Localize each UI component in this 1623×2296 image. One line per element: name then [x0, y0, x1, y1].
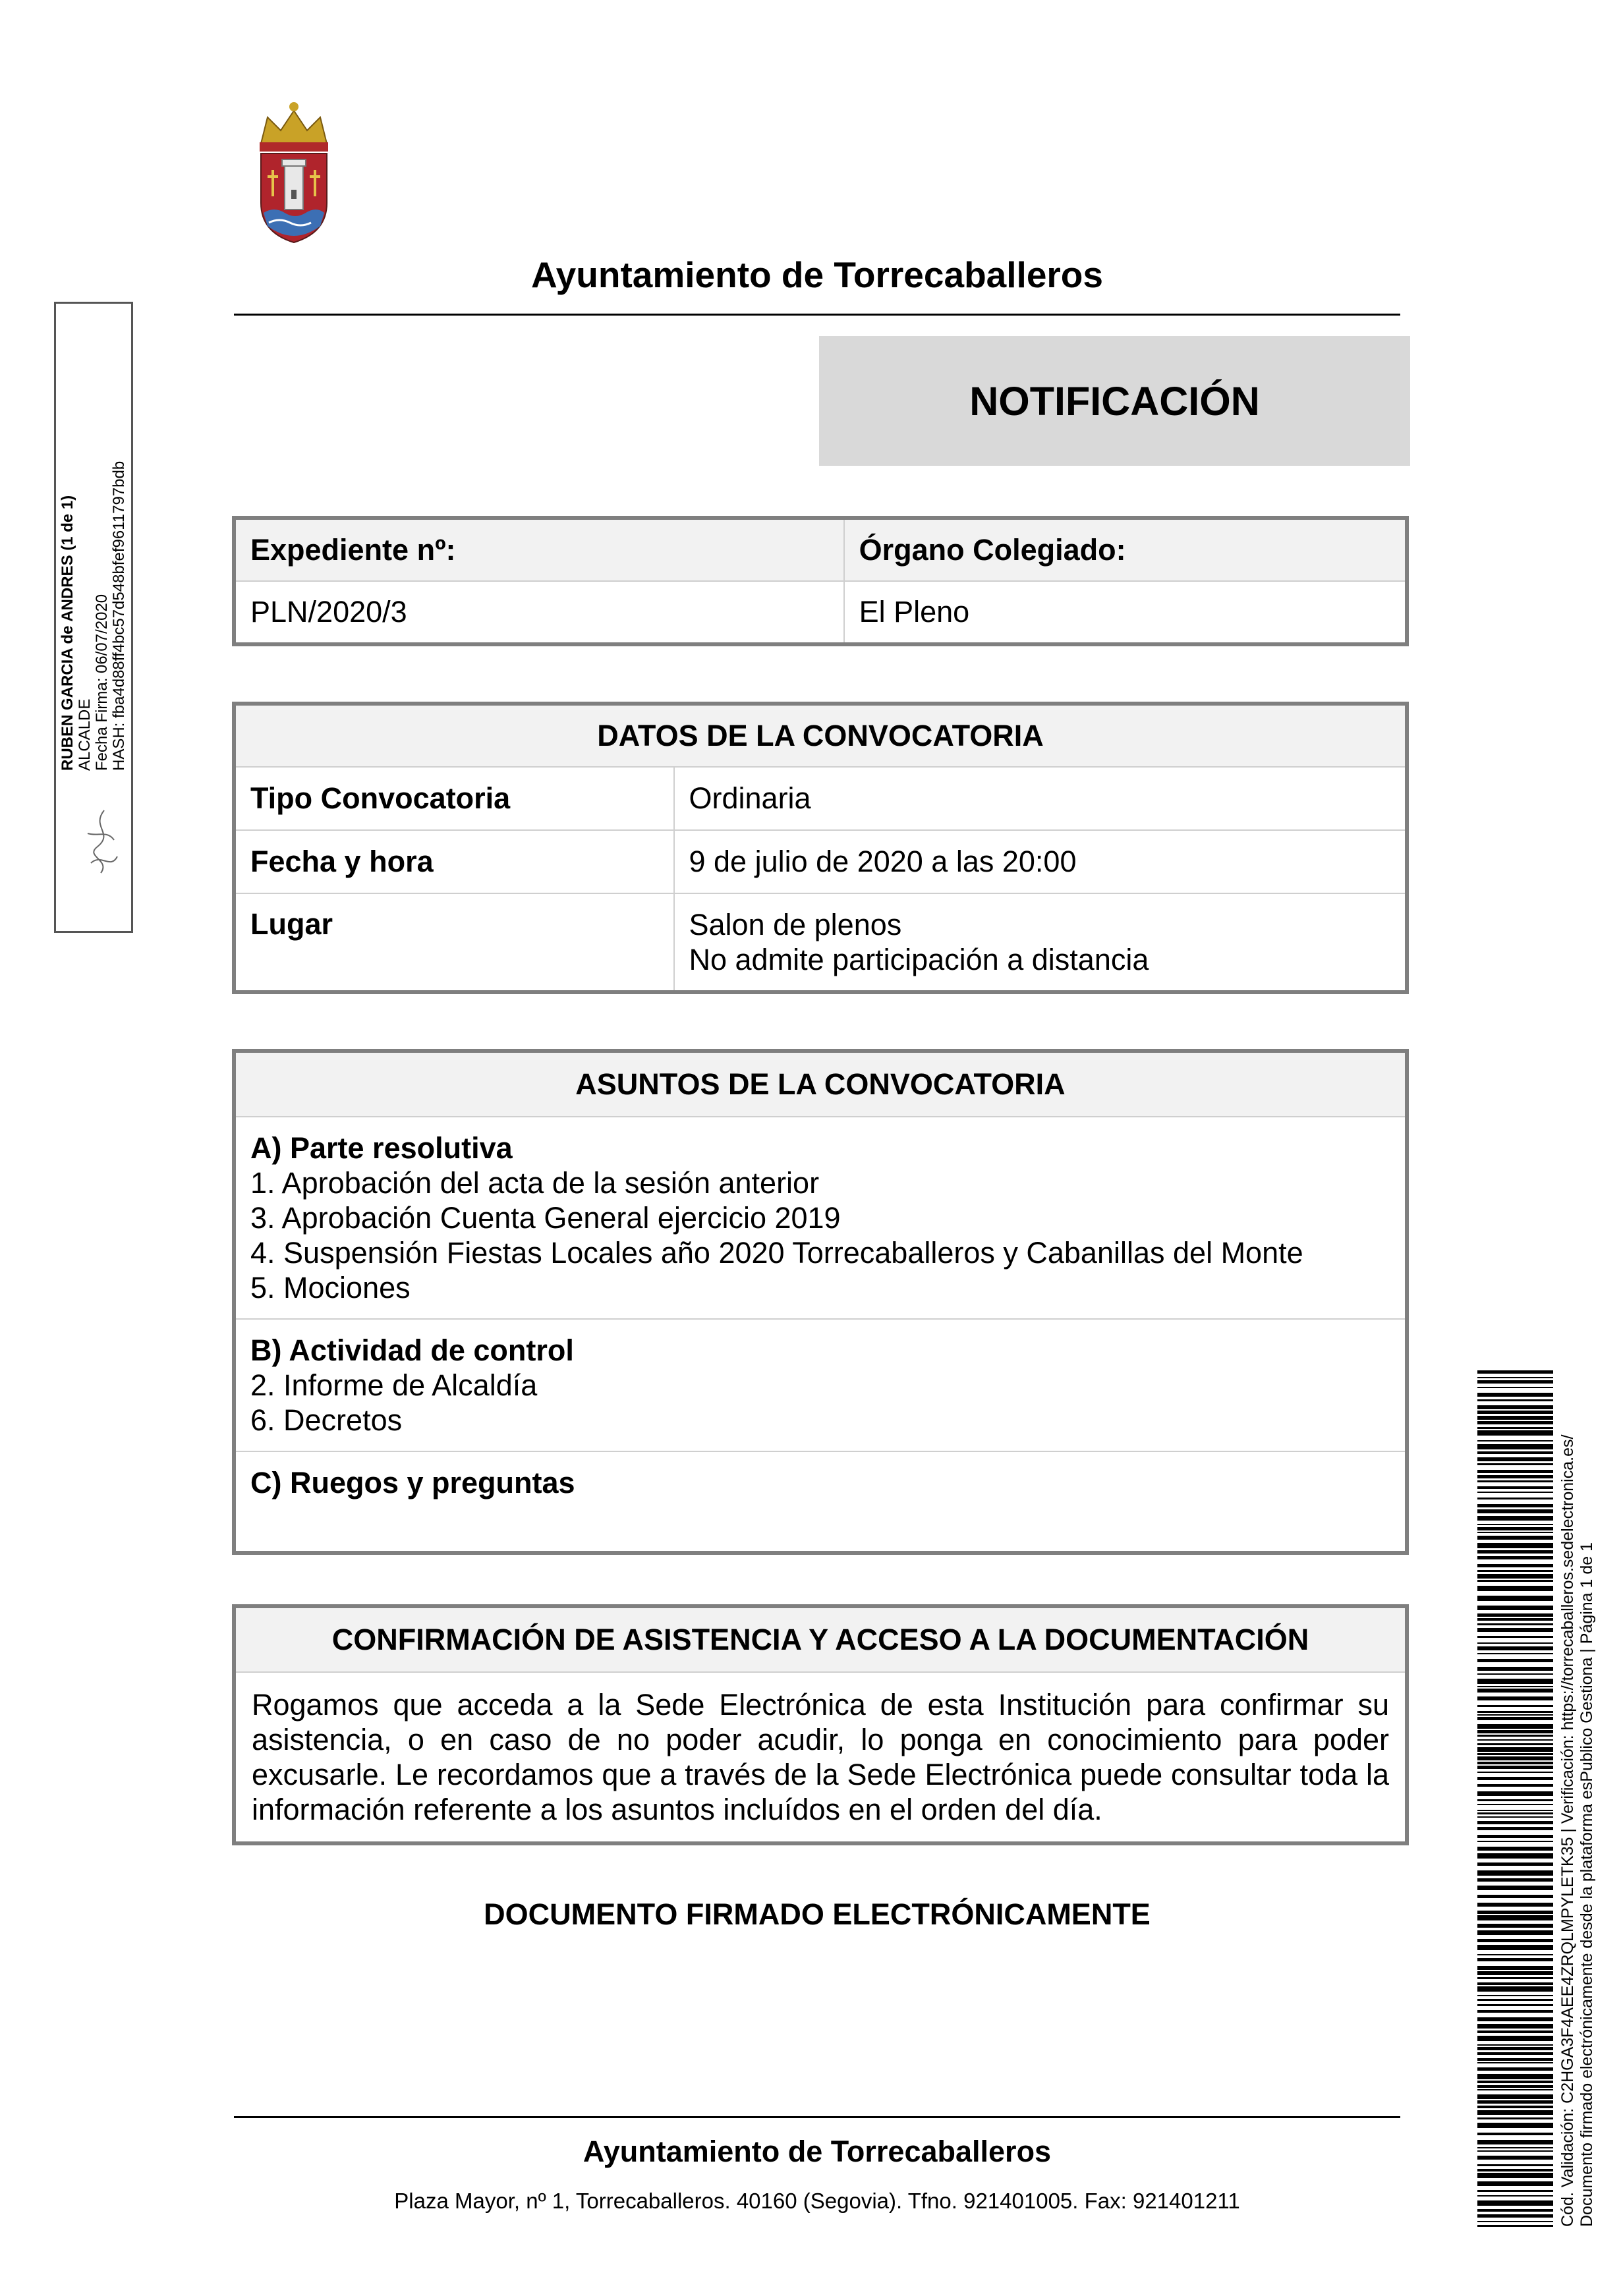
barcode-bar: [1477, 2147, 1553, 2148]
expediente-value: PLN/2020/3: [234, 581, 844, 644]
barcode-bar: [1477, 2225, 1553, 2227]
barcode-bar: [1477, 1550, 1553, 1554]
barcode-bar: [1477, 2156, 1553, 2160]
agenda-item: 2. Informe de Alcaldía: [250, 1368, 538, 1402]
section-title: C) Ruegos y preguntas: [250, 1466, 575, 1499]
notification-label: NOTIFICACIÓN: [969, 378, 1260, 424]
barcode-bar: [1477, 2133, 1553, 2135]
barcode-bar: [1477, 1791, 1553, 1796]
barcode-bar: [1477, 1623, 1553, 1625]
barcode-bar: [1477, 2067, 1553, 2071]
barcode-bar: [1477, 1370, 1553, 1374]
barcode-bar: [1477, 1711, 1553, 1713]
barcode-bar: [1477, 1524, 1553, 1525]
barcode-bar: [1477, 1646, 1553, 1650]
barcode-bar: [1477, 1399, 1553, 1401]
signature-date: Fecha Firma: 06/07/2020: [93, 594, 111, 771]
convocatoria-label: Fecha y hora: [234, 830, 674, 893]
barcode-bar: [1477, 1971, 1553, 1975]
barcode-bar: [1477, 1930, 1553, 1935]
barcode-bar: [1477, 1895, 1553, 1898]
section-title: B) Actividad de control: [250, 1333, 574, 1367]
barcode-bar: [1477, 1498, 1553, 1499]
barcode-bar: [1477, 2024, 1553, 2029]
barcode-bar: [1477, 2047, 1553, 2050]
barcode-bar: [1477, 2164, 1553, 2166]
barcode-bar: [1477, 1463, 1553, 1465]
barcode-bar: [1477, 2181, 1553, 2186]
barcode-bar: [1477, 1486, 1553, 1489]
barcode-bar: [1477, 1753, 1553, 1755]
barcode-bar: [1477, 1958, 1553, 1961]
barcode-bar: [1477, 1556, 1553, 1559]
verification-code: Cód. Validación: C2HGA3F4AEE4ZRQLMPYLETK35 | Verificación: https://torrecaballeros.sedelectronica.es/: [1558, 1434, 1577, 2227]
barcode-bar: [1477, 1440, 1553, 1442]
barcode-bar: [1477, 1747, 1553, 1752]
signer-role: ALCALDE: [76, 698, 94, 771]
barcode-bar: [1477, 2106, 1553, 2108]
barcode-bar: [1477, 2169, 1553, 2171]
barcode-bar: [1477, 1735, 1553, 1737]
verification-text: [1558, 1370, 1597, 2227]
barcode-bar: [1477, 1387, 1553, 1388]
verification-platform: Documento firmado electrónicamente desde la plataforma esPublico Gestiona | Página 1 de 1: [1578, 1542, 1596, 2227]
barcode-bar: [1477, 1444, 1553, 1449]
barcode-bar: [1477, 1689, 1553, 1693]
barcode-bar: [1477, 2094, 1553, 2099]
barcode-bar: [1477, 1717, 1553, 1720]
asuntos-table: [232, 1049, 1409, 1555]
barcode-bar: [1477, 2089, 1553, 2090]
agenda-item: 6. Decretos: [250, 1403, 403, 1437]
barcode-bar: [1477, 1804, 1553, 1805]
confirmacion-table: [232, 1604, 1409, 1845]
barcode-bar: [1477, 1492, 1553, 1493]
agenda-item: 4. Suspensión Fiestas Locales año 2020 Torrecaballeros y Cabanillas del Monte: [250, 1236, 1303, 1270]
convocatoria-value: Ordinaria: [674, 767, 1408, 830]
barcode-bar: [1477, 1977, 1553, 1979]
barcode-bar: [1477, 1613, 1553, 1617]
header-rule: [234, 314, 1400, 316]
footer-organization: Ayuntamiento de Torrecaballeros: [583, 2135, 1052, 2168]
barcode-bar: [1477, 1739, 1553, 1741]
barcode-bar: [1477, 2036, 1553, 2041]
barcode-bar: [1477, 1480, 1553, 1482]
barcode-bar: [1477, 1532, 1553, 1533]
expediente-header: Expediente nº:: [234, 518, 844, 581]
organo-value: El Pleno: [844, 581, 1407, 644]
barcode-bar: [1477, 1470, 1553, 1473]
barcode-bar: [1477, 2173, 1553, 2178]
barcode-bar: [1477, 1564, 1553, 1567]
signature-stamp-text: [59, 402, 128, 771]
barcode-bar: [1477, 1679, 1553, 1684]
barcode-bar: [1477, 1516, 1553, 1521]
signature-hash: HASH: fba4d88ff4bc57d548bfef9611797bdb: [110, 461, 128, 771]
barcode-bar: [1477, 1756, 1553, 1760]
barcode-bar: [1477, 2100, 1553, 2104]
lugar-note: No admite participación a distancia: [689, 943, 1149, 976]
convocatoria-value-lugar: [674, 893, 1408, 992]
barcode-bar: [1477, 1421, 1553, 1424]
barcode-bar: [1477, 1810, 1553, 1811]
confirmacion-text: Rogamos que acceda a la Sede Electrónica de esta Institución para confirmar su asistencia, o en caso de no poder acudir, lo ponga en conocimiento para poder excusarle. Le recordamos que a través de la Sede Electrónica puede consultar toda la información referente a los asuntos incluídos en el orden del día.: [234, 1672, 1407, 1843]
barcode-bar: [1477, 1853, 1553, 1859]
barcode-bar: [1477, 2140, 1553, 2144]
barcode-bar: [1477, 2190, 1553, 2192]
barcode-bar: [1477, 2214, 1553, 2218]
barcode-bar: [1477, 2123, 1553, 2128]
barcode-bar: [1477, 1686, 1553, 1687]
barcode-bar: [1477, 1999, 1553, 2001]
barcode-bar: [1477, 1580, 1553, 1582]
barcode-bar: [1477, 1870, 1553, 1876]
barcode-bar: [1477, 1847, 1553, 1851]
barcode-bar: [1477, 1475, 1553, 1478]
asuntos-section-a: [234, 1117, 1407, 1319]
barcode-bar: [1477, 2004, 1553, 2006]
barcode-bar: [1477, 2052, 1553, 2055]
convocatoria-value: 9 de julio de 2020 a las 20:00: [674, 830, 1408, 893]
barcode-bar: [1477, 1982, 1553, 1985]
signed-note: DOCUMENTO FIRMADO ELECTRÓNICAMENTE: [484, 1897, 1151, 1931]
barcode-bar: [1477, 2085, 1553, 2088]
signer-name: RUBEN GARCIA de ANDRES (1 de 1): [59, 495, 76, 771]
barcode-bar: [1477, 1536, 1553, 1540]
barcode-bar: [1477, 1995, 1553, 1996]
barcode-bar: [1477, 1451, 1553, 1454]
barcode-bar: [1477, 1570, 1553, 1572]
barcode-bar: [1477, 2030, 1553, 2033]
barcode-bar: [1477, 2058, 1553, 2061]
asuntos-title: ASUNTOS DE LA CONVOCATORIA: [234, 1051, 1407, 1117]
barcode-bar: [1477, 2209, 1553, 2212]
barcode-bar: [1477, 1862, 1553, 1866]
barcode-bar: [1477, 2150, 1553, 2152]
barcode-bar: [1477, 1636, 1553, 1638]
notification-heading: [819, 336, 1410, 466]
barcode-bar: [1477, 1966, 1553, 1970]
lugar-value: Salon de plenos: [689, 908, 902, 941]
barcode-bar: [1477, 1777, 1553, 1780]
barcode-bar: [1477, 1911, 1553, 1914]
barcode-bar: [1477, 1705, 1553, 1707]
barcode-bar: [1477, 1762, 1553, 1764]
barcode-bar: [1477, 1628, 1553, 1632]
barcode-bar: [1477, 1835, 1553, 1838]
barcode-bar: [1477, 1574, 1553, 1579]
barcode-bar: [1477, 2110, 1553, 2115]
barcode-bar: [1477, 1411, 1553, 1414]
barcode-bar: [1477, 1772, 1553, 1773]
barcode-bar: [1477, 1606, 1553, 1610]
barcode-bar: [1477, 1821, 1553, 1824]
barcode-bar: [1477, 1945, 1553, 1950]
barcode-bar: [1477, 1430, 1553, 1436]
barcode-bar: [1477, 1427, 1553, 1429]
asuntos-section-b: [234, 1319, 1407, 1451]
barcode-bar: [1477, 1784, 1553, 1787]
barcode-bar: [1477, 1696, 1553, 1700]
barcode-bar: [1477, 1886, 1553, 1890]
barcode-bar: [1477, 1724, 1553, 1729]
barcode-bar: [1477, 1827, 1553, 1830]
footer-rule: [234, 2116, 1400, 2118]
barcode-bar: [1477, 1618, 1553, 1621]
barcode-bar: [1477, 1543, 1553, 1548]
barcode-bar: [1477, 1841, 1553, 1842]
barcode-bar: [1477, 2017, 1553, 2021]
barcode-bar: [1477, 1586, 1553, 1591]
barcode-bar: [1477, 1380, 1553, 1384]
section-title: A) Parte resolutiva: [250, 1131, 513, 1165]
convocatoria-label: Lugar: [234, 893, 674, 992]
barcode-bar: [1477, 1954, 1553, 1955]
barcode-bar: [1477, 2062, 1553, 2063]
barcode-bar: [1477, 1653, 1553, 1654]
barcode-bar: [1477, 1457, 1553, 1461]
barcode-bar: [1477, 1509, 1553, 1513]
barcode-bar: [1477, 1504, 1553, 1507]
barcode-bar: [1477, 1596, 1553, 1601]
barcode-bar: [1477, 1642, 1553, 1644]
barcode-bar: [1477, 1667, 1553, 1671]
barcode-bar: [1477, 1416, 1553, 1420]
handwritten-signature: [78, 807, 124, 880]
agenda-item: 5. Mociones: [250, 1271, 411, 1304]
barcode-bar: [1477, 2117, 1553, 2119]
barcode-bar: [1477, 1799, 1553, 1801]
coat-of-arms-logo: [235, 98, 353, 249]
barcode-bar: [1477, 1393, 1553, 1397]
agenda-item: 3. Aprobación Cuenta General ejercicio 2019: [250, 1201, 841, 1235]
barcode-bar: [1477, 2074, 1553, 2079]
barcode-bar: [1477, 1714, 1553, 1716]
barcode: [1477, 1370, 1553, 2227]
asuntos-section-c: [234, 1451, 1407, 1553]
expediente-table: [232, 516, 1409, 646]
barcode-bar: [1477, 2200, 1553, 2206]
barcode-bar: [1477, 2044, 1553, 2046]
barcode-bar: [1477, 1915, 1553, 1920]
barcode-bar: [1477, 1924, 1553, 1928]
footer-address: Plaza Mayor, nº 1, Torrecaballeros. 40160 (Segovia). Tfno. 921401005. Fax: 921401211: [394, 2189, 1240, 2213]
barcode-bar: [1477, 1673, 1553, 1675]
confirmacion-title: CONFIRMACIÓN DE ASISTENCIA Y ACCESO A LA DOCUMENTACIÓN: [234, 1606, 1407, 1672]
agenda-item: 1. Aprobación del acta de la sesión anterior: [250, 1166, 820, 1200]
convocatoria-table: [232, 702, 1409, 994]
barcode-bar: [1477, 2221, 1553, 2222]
organo-header: Órgano Colegiado:: [844, 518, 1407, 581]
barcode-bar: [1477, 1659, 1553, 1662]
barcode-bar: [1477, 1939, 1553, 1942]
barcode-bar: [1477, 1878, 1553, 1882]
organization-title: Ayuntamiento de Torrecaballeros: [531, 254, 1103, 295]
barcode-bar: [1477, 2010, 1553, 2013]
barcode-bar: [1477, 2081, 1553, 2083]
barcode-bar: [1477, 1730, 1553, 1733]
barcode-bar: [1477, 1812, 1553, 1814]
convocatoria-title: DATOS DE LA CONVOCATORIA: [234, 704, 1407, 767]
barcode-bar: [1477, 1903, 1553, 1907]
barcode-bar: [1477, 1743, 1553, 1745]
barcode-bar: [1477, 1766, 1553, 1769]
barcode-bar: [1477, 1405, 1553, 1409]
barcode-bar: [1477, 1377, 1553, 1378]
barcode-bar: [1477, 1986, 1553, 1992]
barcode-bar: [1477, 1816, 1553, 1818]
barcode-bar: [1477, 2195, 1553, 2197]
convocatoria-label: Tipo Convocatoria: [234, 767, 674, 830]
barcode-bar: [1477, 1527, 1553, 1530]
